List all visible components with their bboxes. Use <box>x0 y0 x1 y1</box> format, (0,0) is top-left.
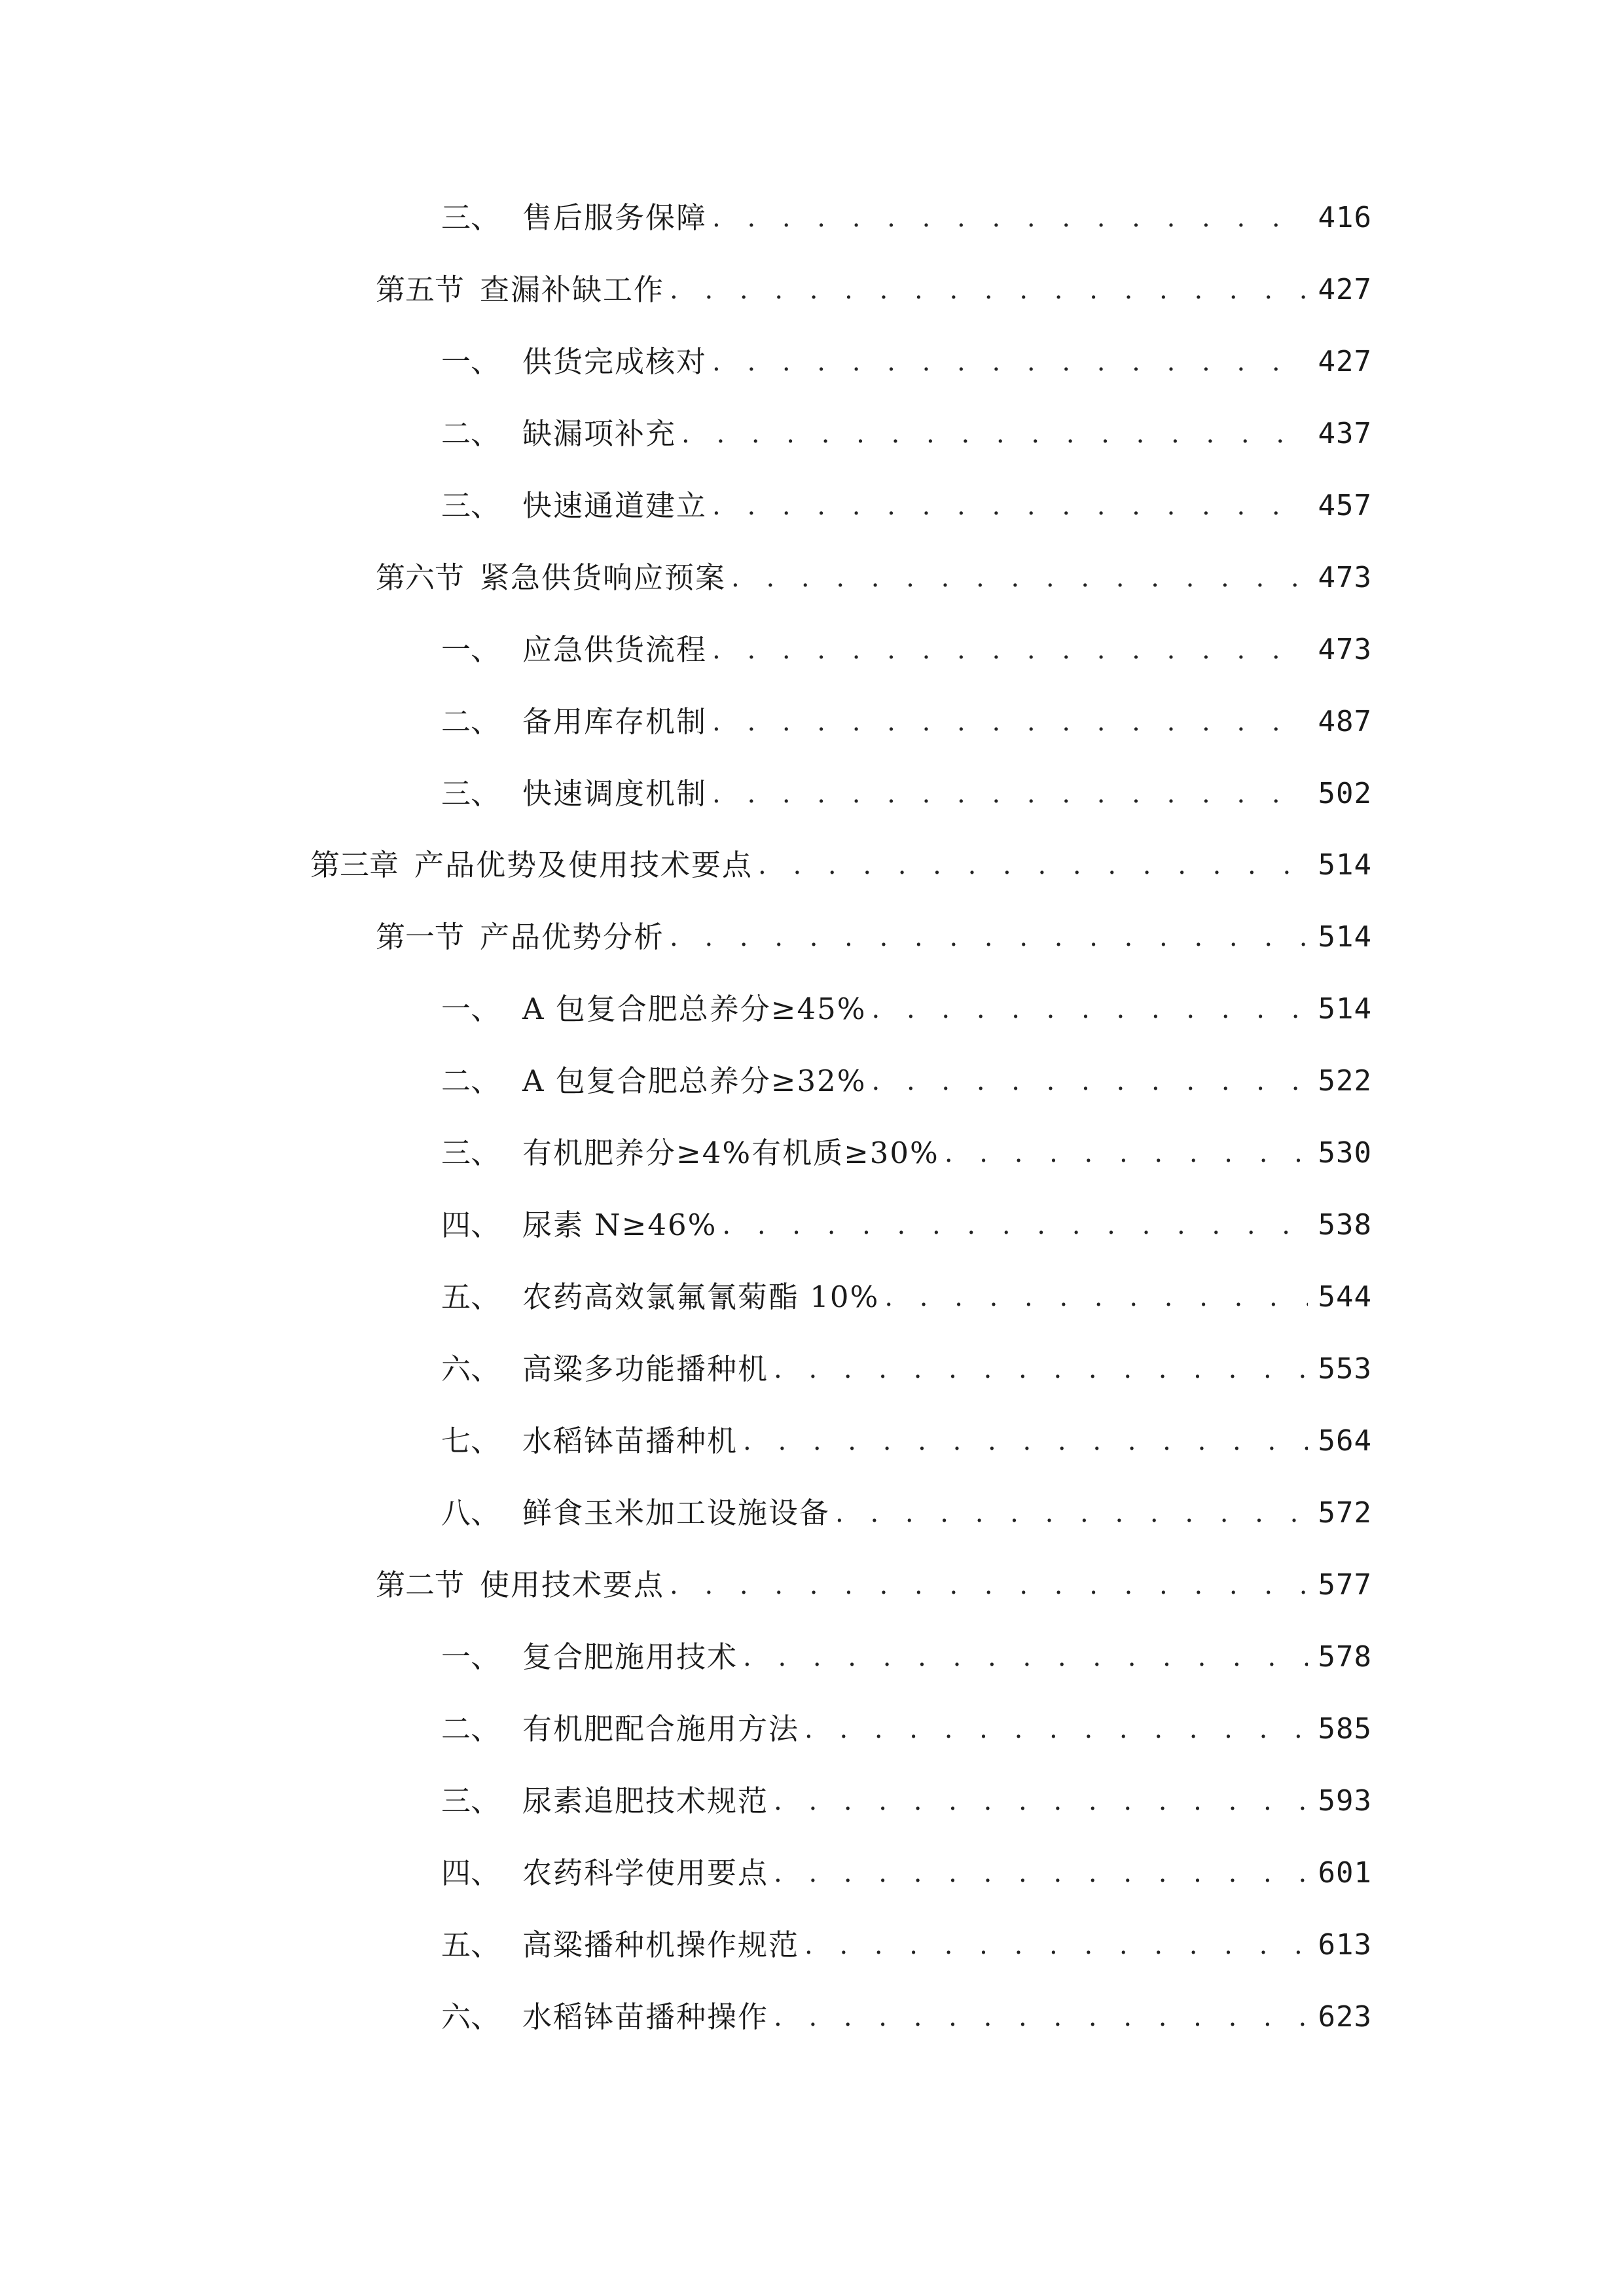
toc-entry[interactable] <box>441 1343 1372 1395</box>
toc-entry-number: 一、 <box>441 992 501 1026</box>
toc-dot-leader <box>884 1271 1307 1323</box>
toc-entry-number: 第三章 <box>310 848 399 882</box>
toc-dot-leader <box>758 839 1307 891</box>
toc-dot-leader <box>804 1919 1308 1971</box>
toc-entry-page: 427 <box>1318 345 1372 378</box>
toc-entry[interactable] <box>441 1055 1372 1107</box>
toc-entry-number: 第二节 <box>376 1568 465 1602</box>
toc-entry-page: 623 <box>1318 2000 1372 2034</box>
toc-dot-leader <box>670 1559 1307 1611</box>
toc-dot-leader <box>872 1055 1308 1107</box>
toc-entry-page: 514 <box>1318 992 1372 1026</box>
toc-dot-leader <box>670 264 1307 316</box>
toc-dot-leader <box>774 1847 1308 1899</box>
toc-entry-page: 457 <box>1318 489 1372 522</box>
toc-entry-title: 快速调度机制 <box>522 776 708 811</box>
toc-entry-title: 有机肥配合施用方法 <box>522 1712 800 1746</box>
toc-dot-leader <box>731 552 1307 604</box>
toc-entry-number: 六、 <box>441 2000 501 2034</box>
toc-entry-number: 六、 <box>441 1352 501 1386</box>
toc-entry[interactable] <box>441 1991 1372 2043</box>
toc-entry-number: 三、 <box>441 488 501 523</box>
toc-dot-leader <box>774 1343 1308 1395</box>
toc-dot-leader <box>804 1703 1308 1755</box>
toc-dot-leader <box>872 983 1308 1035</box>
toc-dot-leader <box>681 408 1308 460</box>
toc-entry-number: 三、 <box>441 1136 501 1170</box>
toc-entry-number: 第六节 <box>376 560 465 595</box>
toc-entry[interactable] <box>310 839 1372 891</box>
toc-entry-page: 530 <box>1318 1136 1372 1170</box>
toc-entry-page: 427 <box>1318 273 1372 306</box>
toc-entry-title: 紧急供货响应预案 <box>480 560 727 595</box>
toc-entry-number: 四、 <box>441 1856 501 1890</box>
toc-entry-title: 供货完成核对 <box>522 344 708 379</box>
toc-entry-page: 544 <box>1318 1280 1372 1314</box>
toc-entry-title: 产品优势及使用技术要点 <box>414 848 753 882</box>
toc-entry-number: 三、 <box>441 776 501 811</box>
toc-entry-page: 487 <box>1318 705 1372 738</box>
toc-entry-title: 高粱播种机操作规范 <box>522 1928 800 1962</box>
toc-dot-leader <box>835 1487 1308 1539</box>
toc-entry-title: 尿素追肥技术规范 <box>522 1784 769 1818</box>
toc-entry-number: 第五节 <box>376 272 465 307</box>
toc-dot-leader <box>774 1991 1308 2043</box>
toc-entry-title: 快速通道建立 <box>522 488 708 523</box>
toc-entry[interactable] <box>376 1559 1372 1611</box>
toc-dot-leader <box>743 1631 1308 1683</box>
toc-entry-page: 564 <box>1318 1424 1372 1458</box>
toc-entry-number: 一、 <box>441 344 501 379</box>
toc-entry-page: 514 <box>1318 848 1372 882</box>
toc-entry-title: 水稻钵苗播种操作 <box>522 2000 769 2034</box>
toc-entry-number: 第一节 <box>376 920 465 954</box>
toc-entry-number: 二、 <box>441 416 501 451</box>
toc-entry[interactable] <box>441 983 1372 1035</box>
toc-entry-page: 577 <box>1318 1568 1372 1602</box>
toc-entry-title: 高粱多功能播种机 <box>522 1352 769 1386</box>
toc-entry-title: A 包复合肥总养分≥32% <box>522 1064 867 1098</box>
toc-entry-number: 五、 <box>441 1928 501 1962</box>
toc-entry-number: 一、 <box>441 632 501 667</box>
toc-entry[interactable] <box>441 696 1372 748</box>
toc-entry-number: 四、 <box>441 1208 501 1242</box>
toc-entry-page: 538 <box>1318 1208 1372 1242</box>
toc-entry-number: 二、 <box>441 704 501 739</box>
toc-entry[interactable] <box>441 1415 1372 1467</box>
toc-entry-page: 593 <box>1318 1784 1372 1818</box>
toc-dot-leader <box>712 336 1308 388</box>
toc-entry[interactable] <box>441 1703 1372 1755</box>
toc-entry-title: 查漏补缺工作 <box>480 272 665 307</box>
toc-entry[interactable] <box>441 1487 1372 1539</box>
toc-dot-leader <box>712 768 1308 820</box>
toc-entry-page: 522 <box>1318 1064 1372 1098</box>
toc-entry-page: 502 <box>1318 777 1372 810</box>
toc-entry[interactable] <box>441 1127 1372 1179</box>
toc-entry-number: 二、 <box>441 1064 501 1098</box>
toc-entry-title: 应急供货流程 <box>522 632 708 667</box>
toc-entry[interactable] <box>441 408 1372 460</box>
toc-dot-leader <box>670 911 1307 963</box>
toc-entry[interactable] <box>441 768 1372 820</box>
toc-entry-title: 有机肥养分≥4%有机质≥30% <box>522 1136 939 1170</box>
toc-dot-leader <box>712 624 1308 676</box>
toc-entry-title: 鲜食玉米加工设施设备 <box>522 1496 831 1530</box>
toc-entry[interactable] <box>441 1199 1372 1251</box>
toc-entry[interactable] <box>441 1847 1372 1899</box>
toc-entry-page: 613 <box>1318 1928 1372 1962</box>
toc-entry-number: 三、 <box>441 1784 501 1818</box>
toc-entry-page: 585 <box>1318 1712 1372 1746</box>
toc-entry-number: 三、 <box>441 200 501 235</box>
toc-entry[interactable] <box>376 264 1372 316</box>
toc-entry-title: 复合肥施用技术 <box>522 1640 738 1674</box>
toc-entry-title: 缺漏项补充 <box>522 416 677 451</box>
toc-dot-leader <box>712 192 1308 244</box>
toc-entry-page: 572 <box>1318 1496 1372 1530</box>
toc-entry-page: 553 <box>1318 1352 1372 1386</box>
toc-entry-title: 农药科学使用要点 <box>522 1856 769 1890</box>
toc-entry-number: 一、 <box>441 1640 501 1674</box>
toc-dot-leader <box>712 480 1308 532</box>
toc-entry[interactable] <box>441 192 1372 244</box>
toc-entry[interactable] <box>376 552 1372 604</box>
toc-entry[interactable] <box>441 1775 1372 1827</box>
toc-entry-page: 416 <box>1318 201 1372 234</box>
toc-entry-page: 578 <box>1318 1640 1372 1674</box>
toc-entry-title: A 包复合肥总养分≥45% <box>522 992 867 1026</box>
toc-entry-title: 售后服务保障 <box>522 200 708 235</box>
toc-entry[interactable] <box>441 1919 1372 1971</box>
toc-entry-title: 尿素 N≥46% <box>522 1208 717 1242</box>
toc-entry-page: 514 <box>1318 920 1372 954</box>
toc-entry[interactable] <box>441 1271 1372 1323</box>
toc-entry-page: 473 <box>1318 561 1372 594</box>
toc-dot-leader <box>743 1415 1308 1467</box>
toc-entry-title: 农药高效氯氟氰菊酯 10% <box>522 1280 880 1314</box>
toc-entry-title: 使用技术要点 <box>480 1568 665 1602</box>
toc-entry-page: 601 <box>1318 1856 1372 1890</box>
toc-dot-leader <box>945 1127 1308 1179</box>
toc-entry-page: 473 <box>1318 633 1372 666</box>
toc-dot-leader <box>712 696 1308 748</box>
toc-entry[interactable] <box>441 480 1372 532</box>
toc-entry-number: 二、 <box>441 1712 501 1746</box>
toc-entry-number: 五、 <box>441 1280 501 1314</box>
toc-entry[interactable] <box>441 624 1372 676</box>
toc-entry-number: 八、 <box>441 1496 501 1530</box>
toc-entry-title: 备用库存机制 <box>522 704 708 739</box>
toc-entry[interactable] <box>441 1631 1372 1683</box>
toc-entry-number: 七、 <box>441 1424 501 1458</box>
toc-entry[interactable] <box>441 336 1372 388</box>
toc-entry-page: 437 <box>1318 417 1372 450</box>
toc-entry-title: 产品优势分析 <box>480 920 665 954</box>
toc-dot-leader <box>722 1199 1307 1251</box>
toc-dot-leader <box>774 1775 1308 1827</box>
toc-entry[interactable] <box>376 911 1372 963</box>
toc-entry-title: 水稻钵苗播种机 <box>522 1424 738 1458</box>
